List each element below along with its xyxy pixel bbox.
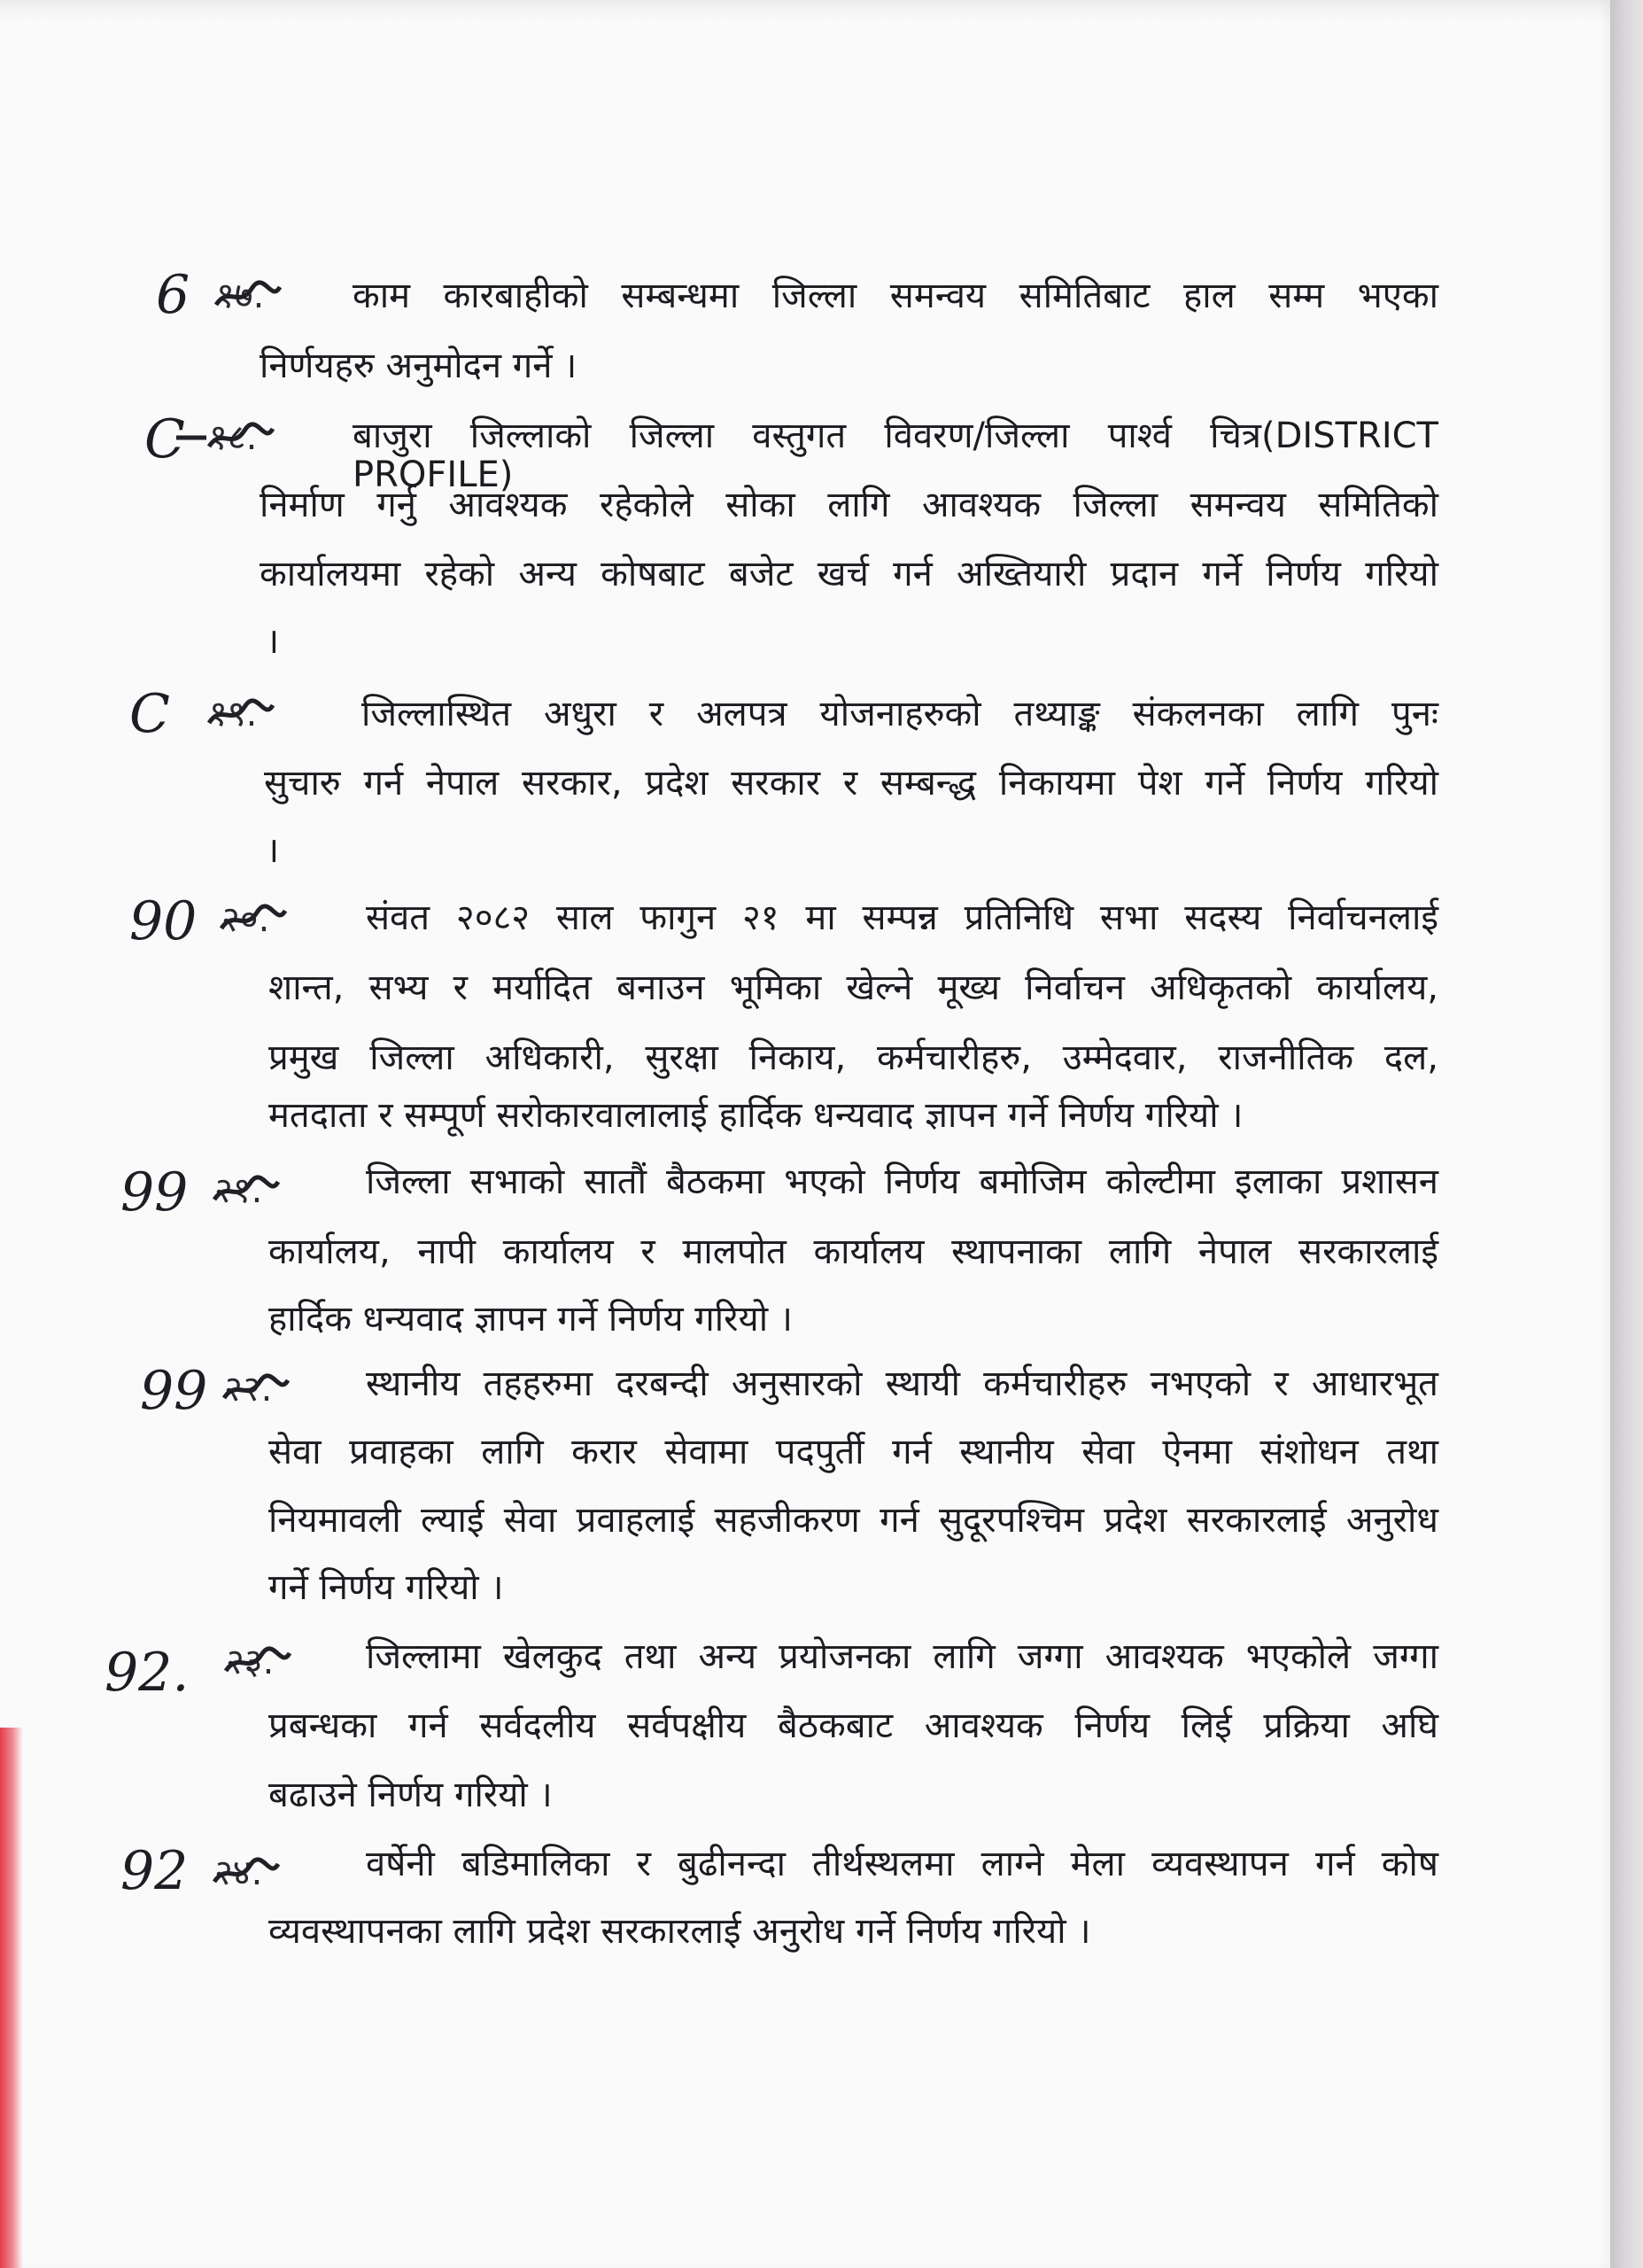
page-right-edge (1610, 0, 1643, 2268)
struck-number: २२. (224, 1369, 273, 1410)
dash-mark-icon (174, 429, 210, 447)
decision-text-line: स्थानीय तहहरुमा दरबन्दी अनुसारको स्थायी कर्मचारीहरु नभएको र आधारभूत (366, 1363, 1438, 1404)
struck-number: २१. (214, 1170, 263, 1211)
handwritten-number: 99 (120, 1161, 189, 1223)
struck-number: २४. (214, 1852, 263, 1893)
struck-number: २३. (226, 1642, 275, 1682)
decision-text-line: बढाउने निर्णय गरियो । (268, 1775, 553, 1815)
decision-text-line: प्रबन्धका गर्न सर्वदलीय सर्वपक्षीय बैठकबाट आवश्यक निर्णय लिई प्रक्रिया अघि (268, 1705, 1438, 1746)
decision-text-line: जिल्ला सभाको सातौं बैठकमा भएको निर्णय बमोजिम कोल्टीमा इलाका प्रशासन (366, 1161, 1438, 1202)
strikethrough-scribble-icon (218, 899, 289, 940)
decision-text-line: सुचारु गर्न नेपाल सरकार, प्रदेश सरकार र सम्बन्द्ध निकायमा पेश गर्ने निर्णय गरियो (264, 763, 1438, 804)
decision-text-line: प्रमुख जिल्ला अधिकारी, सुरक्षा निकाय, कर्मचारीहरु, उम्मेदवार, राजनीतिक दल, (268, 1037, 1438, 1078)
strikethrough-scribble-icon (221, 1369, 291, 1410)
handwritten-number: C (129, 683, 170, 745)
struck-number: २०. (221, 899, 270, 940)
decision-text-line: । (266, 830, 280, 871)
decision-text-line: संवत २०८२ साल फागुन २१ मा सम्पन्न प्रतिनिधि सभा सदस्य निर्वाचनलाई (366, 897, 1438, 938)
handwritten-number: 92 (120, 1840, 189, 1902)
struck-number: १७. (216, 276, 265, 316)
decision-text-line: शान्त, सभ्य र मर्यादित बनाउन भूमिका खेल्ने मूख्य निर्वाचन अधिकृतको कार्यालय, (268, 967, 1438, 1008)
decision-text-line: नियमावली ल्याई सेवा प्रवाहलाई सहजीकरण गर्न सुदूरपश्चिम प्रदेश सरकारलाई अनुरोध (268, 1500, 1438, 1541)
decision-text-line: । (266, 621, 280, 662)
strikethrough-scribble-icon (211, 1852, 282, 1893)
decision-text-line: सेवा प्रवाहका लागि करार सेवामा पदपुर्ती गर्न स्थानीय सेवा ऐनमा संशोधन तथा (268, 1432, 1438, 1472)
handwritten-number: 92. (105, 1642, 190, 1704)
decision-text-line: वर्षेनी बडिमालिका र बुढीनन्दा तीर्थस्थलमा लाग्ने मेला व्यवस्थापन गर्न कोष (366, 1844, 1438, 1884)
struck-number: १८. (209, 417, 258, 458)
decision-text-line: मतदाता र सम्पूर्ण सरोकारवालालाई हार्दिक धन्यवाद ज्ञापन गर्ने निर्णय गरियो । (268, 1095, 1244, 1136)
decision-text-line: जिल्लास्थित अधुरा र अलपत्र योजनाहरुको तथ्याङ्क संकलनका लागि पुनः (361, 694, 1438, 734)
handwritten-number: 6 (156, 264, 190, 326)
strikethrough-scribble-icon (205, 417, 276, 458)
struck-number: १९. (209, 694, 258, 734)
handwritten-number: C (144, 408, 185, 470)
strikethrough-scribble-icon (213, 278, 283, 314)
decision-text-line: व्यवस्थापनका लागि प्रदेश सरकारलाई अनुरोध गर्ने निर्णय गरियो । (268, 1911, 1091, 1952)
decision-text-line: बाजुरा जिल्लाको जिल्ला वस्तुगत विवरण/जिल्ला पार्श्व चित्र(DISTRICT PROFILE) (353, 416, 1438, 495)
handwritten-number: 99 (140, 1360, 208, 1422)
strikethrough-scribble-icon (222, 1644, 293, 1680)
decision-text-line: कार्यालयमा रहेको अन्य कोषबाट बजेट खर्च गर्न अख्तियारी प्रदान गर्ने निर्णय गरियो (260, 554, 1438, 594)
handwritten-number: 90 (129, 890, 198, 952)
decision-text-line: जिल्लामा खेलकुद तथा अन्य प्रयोजनका लागि जग्गा आवश्यक भएकोले जग्गा (366, 1636, 1438, 1677)
strikethrough-scribble-icon (211, 1170, 282, 1211)
decision-text-line: काम कारबाहीको सम्बन्धमा जिल्ला समन्वय समितिबाट हाल सम्म भएका (353, 276, 1438, 316)
decision-text-line: गर्ने निर्णय गरियो । (268, 1567, 504, 1608)
decision-text-line: निर्माण गर्नु आवश्यक रहेकोले सोका लागि आवश्यक जिल्ला समन्वय समितिको (260, 485, 1438, 525)
decision-text-line: कार्यालय, नापी कार्यालय र मालपोत कार्यालय स्थापनाका लागि नेपाल सरकारलाई (268, 1231, 1438, 1272)
strikethrough-scribble-icon (205, 696, 276, 732)
decision-text-line: निर्णयहरु अनुमोदन गर्ने । (260, 346, 577, 386)
decision-text-line: हार्दिक धन्यवाद ज्ञापन गर्ने निर्णय गरियो । (268, 1299, 793, 1340)
